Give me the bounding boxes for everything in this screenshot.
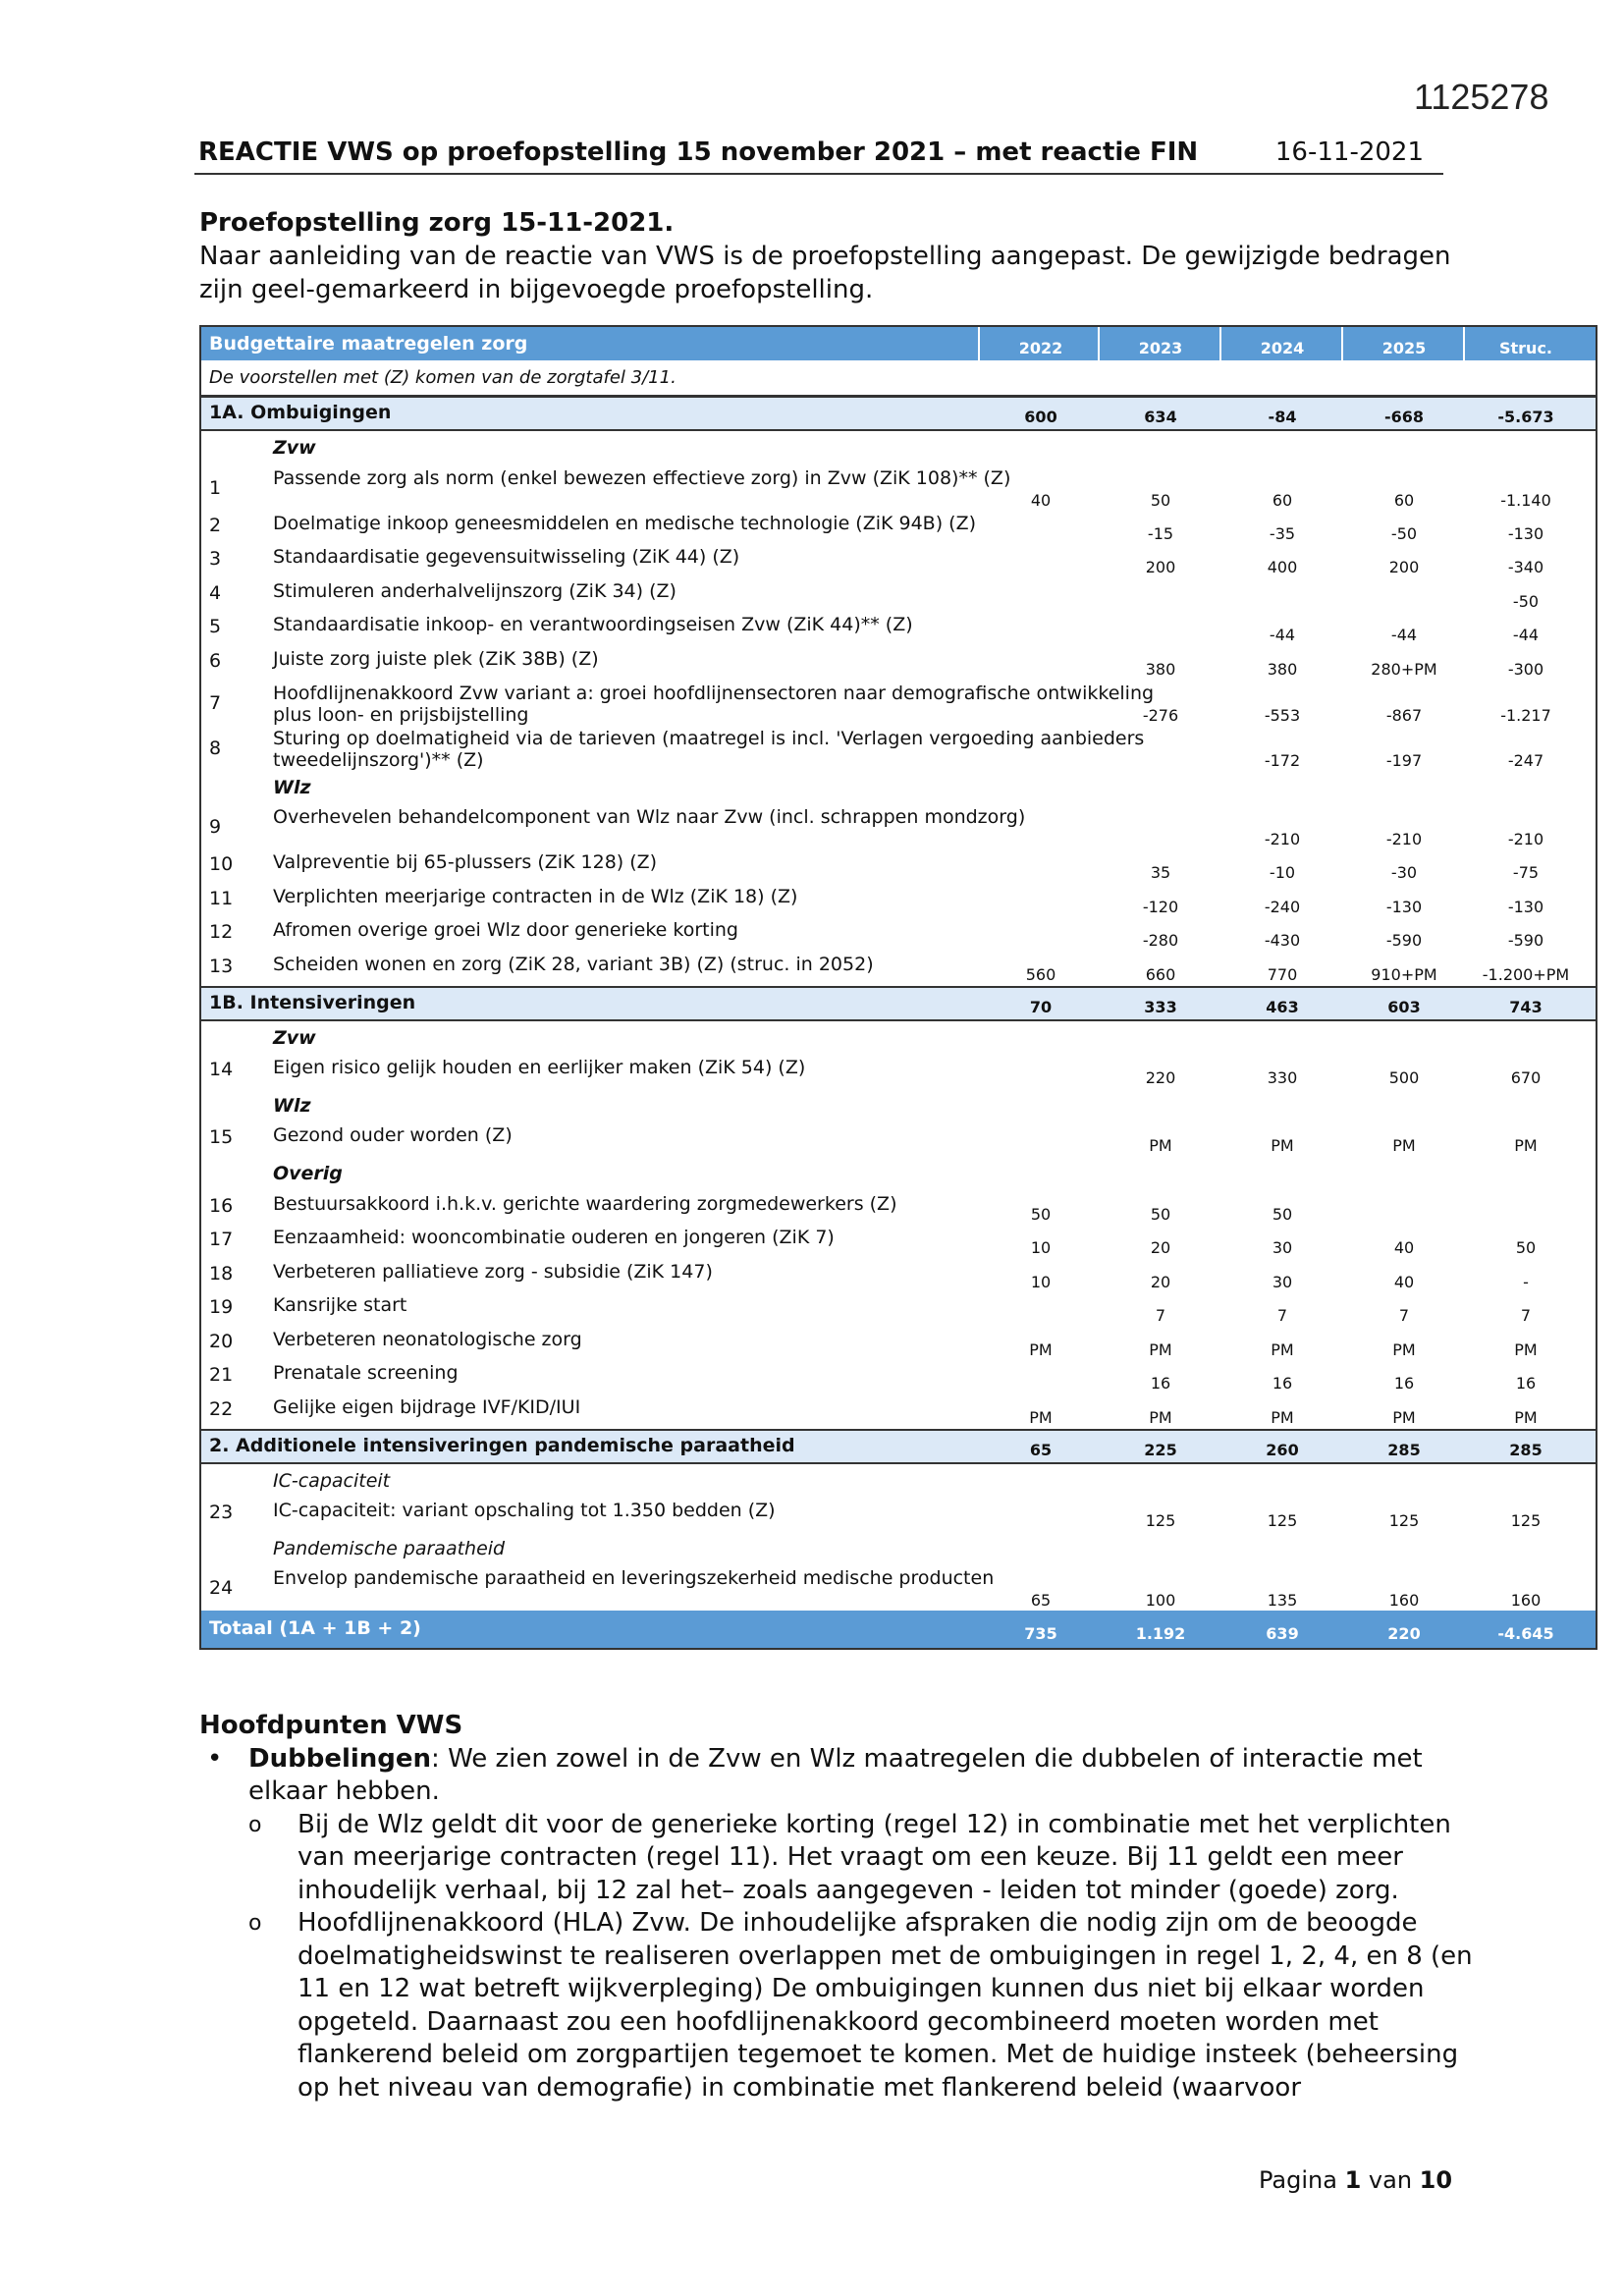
subheading-label: Wlz bbox=[273, 776, 311, 798]
row-2-value-2: -15 bbox=[1147, 523, 1174, 543]
row-3-value-3: 400 bbox=[1267, 558, 1298, 577]
table-row bbox=[201, 511, 1596, 545]
document-id: 1125278 bbox=[1414, 77, 1549, 117]
row-17-value-1: 10 bbox=[1030, 1238, 1052, 1258]
subheading-row bbox=[201, 1021, 1596, 1056]
budget-table bbox=[199, 325, 1597, 1650]
row-17-value-5: 50 bbox=[1515, 1238, 1537, 1258]
section-total-value-5: 743 bbox=[1509, 997, 1543, 1016]
row-1-value-2: 50 bbox=[1150, 490, 1171, 510]
row-16-value-1: 50 bbox=[1030, 1204, 1052, 1224]
row-number: 7 bbox=[209, 691, 222, 714]
row-14-value-4: 500 bbox=[1388, 1068, 1420, 1088]
row-number: 10 bbox=[209, 853, 234, 876]
row-13-value-4: 910+PM bbox=[1371, 964, 1437, 984]
row-6-value-5: -300 bbox=[1507, 659, 1544, 679]
year-header-2: 2023 bbox=[1138, 339, 1183, 357]
row-5-value-4: -44 bbox=[1390, 626, 1418, 645]
table-row bbox=[201, 1292, 1596, 1327]
table-row bbox=[201, 849, 1596, 884]
row-label: Standaardisatie inkoop- en verantwoordingseisen Zvw (ZiK 44)** (Z) bbox=[273, 614, 913, 636]
section-total-value-1: 65 bbox=[1029, 1440, 1053, 1459]
row-10-value-3: -10 bbox=[1269, 863, 1296, 883]
row-label: Eenzaamheid: wooncombinatie ouderen en jongeren (ZiK 7) bbox=[273, 1227, 835, 1249]
row-20-value-1: PM bbox=[1029, 1339, 1053, 1359]
intro-text: Naar aanleiding van de reactie van VWS is de proefopstelling aangepast. De gewijzigde bedragen zijn geel-gemarkeerd in bijgevoegde proefopstelling. bbox=[199, 242, 1451, 304]
row-label: Hoofdlijnenakkoord Zvw variant a: groei hoofdlijnensectoren naar demografische ontwikkeling plus loon- en prijsbijstelling bbox=[273, 682, 1155, 726]
row-14-value-3: 330 bbox=[1267, 1068, 1298, 1088]
row-8-value-4: -197 bbox=[1385, 750, 1423, 770]
row-9-value-3: -210 bbox=[1264, 830, 1301, 849]
section-total-value-3: 463 bbox=[1266, 997, 1299, 1016]
row-12-value-4: -590 bbox=[1385, 931, 1423, 951]
row-11-value-3: -240 bbox=[1264, 897, 1301, 916]
column-divider bbox=[1341, 327, 1343, 360]
row-label: Doelmatige inkoop geneesmiddelen en medische technologie (ZiK 94B) (Z) bbox=[273, 512, 977, 534]
row-9-value-5: -210 bbox=[1507, 830, 1544, 849]
section-total-value-4: 285 bbox=[1387, 1440, 1421, 1459]
row-label: Stimuleren anderhalvelijnszorg (ZiK 34) (Z) bbox=[273, 579, 677, 602]
row-17-value-4: 40 bbox=[1393, 1238, 1415, 1258]
row-19-value-3: 7 bbox=[1276, 1306, 1288, 1326]
bullet-text: : We zien zowel in de Zvw en Wlz maatregelen die dubbelen of interactie met elkaar hebben. bbox=[248, 1743, 1423, 1806]
row-18-value-3: 30 bbox=[1272, 1272, 1293, 1291]
row-20-value-2: PM bbox=[1149, 1339, 1172, 1359]
row-16-value-3: 50 bbox=[1272, 1204, 1293, 1224]
row-12-value-3: -430 bbox=[1264, 931, 1301, 951]
row-number: 4 bbox=[209, 581, 222, 604]
row-21-value-2: 16 bbox=[1150, 1374, 1171, 1394]
row-15-value-3: PM bbox=[1271, 1136, 1294, 1156]
row-22-value-2: PM bbox=[1149, 1408, 1172, 1428]
row-2-value-3: -35 bbox=[1269, 523, 1296, 543]
row-label: Bestuursakkoord i.h.k.v. gerichte waardering zorgmedewerkers (Z) bbox=[273, 1192, 897, 1215]
row-label: Juiste zorg juiste plek (ZiK 38B) (Z) bbox=[273, 647, 599, 670]
footer-mid: van bbox=[1368, 2166, 1413, 2194]
section-row bbox=[201, 1429, 1596, 1464]
row-24-value-2: 100 bbox=[1145, 1591, 1176, 1611]
table-row bbox=[201, 544, 1596, 578]
row-16-value-2: 50 bbox=[1150, 1204, 1171, 1224]
total-row bbox=[201, 1611, 1596, 1648]
row-5-value-5: -44 bbox=[1512, 626, 1540, 645]
table-row bbox=[201, 952, 1596, 986]
row-7-value-5: -1.217 bbox=[1500, 705, 1551, 725]
subheading-label: Zvw bbox=[273, 1026, 316, 1049]
intro bbox=[199, 206, 1476, 306]
row-24-value-3: 135 bbox=[1267, 1591, 1298, 1611]
subheading-row bbox=[201, 431, 1596, 465]
row-6-value-3: 380 bbox=[1267, 659, 1298, 679]
section-label: 1B. Intensiveringen bbox=[209, 991, 416, 1013]
column-divider bbox=[1098, 327, 1100, 360]
section-total-value-2: 634 bbox=[1144, 408, 1177, 426]
row-label: Overhevelen behandelcomponent van Wlz naar Zvw (incl. schrappen mondzorg) bbox=[273, 806, 1026, 829]
row-13-value-3: 770 bbox=[1267, 964, 1298, 984]
table-header-row bbox=[201, 327, 1596, 360]
section-label: 1A. Ombuigingen bbox=[209, 402, 392, 423]
row-10-value-2: 35 bbox=[1150, 863, 1171, 883]
row-number: 5 bbox=[209, 616, 222, 638]
row-label: Verbeteren palliatieve zorg - subsidie (ZiK 147) bbox=[273, 1260, 713, 1283]
total-value-2: 1.192 bbox=[1135, 1624, 1186, 1644]
row-label: Afromen overige groei Wlz door generieke korting bbox=[273, 919, 738, 942]
year-header-3: 2024 bbox=[1260, 339, 1305, 357]
row-22-value-5: PM bbox=[1514, 1408, 1538, 1428]
table-row bbox=[201, 1259, 1596, 1293]
row-21-value-4: 16 bbox=[1393, 1374, 1415, 1394]
row-2-value-4: -50 bbox=[1390, 523, 1418, 543]
year-header-4: 2025 bbox=[1381, 339, 1427, 357]
row-23-value-5: 125 bbox=[1510, 1511, 1542, 1531]
row-10-value-4: -30 bbox=[1390, 863, 1418, 883]
row-21-value-3: 16 bbox=[1272, 1374, 1293, 1394]
row-10-value-5: -75 bbox=[1512, 863, 1540, 883]
subheading-row bbox=[201, 1157, 1596, 1191]
row-3-value-5: -340 bbox=[1507, 558, 1544, 577]
total-value-4: 220 bbox=[1387, 1624, 1421, 1644]
row-number: 2 bbox=[209, 514, 222, 536]
row-23-value-3: 125 bbox=[1267, 1511, 1298, 1531]
row-24-value-1: 65 bbox=[1030, 1591, 1052, 1611]
subheading-label: Wlz bbox=[273, 1094, 311, 1117]
row-22-value-3: PM bbox=[1271, 1408, 1294, 1428]
row-12-value-5: -590 bbox=[1507, 931, 1544, 951]
total-value-5: -4.645 bbox=[1497, 1624, 1554, 1644]
row-11-value-5: -130 bbox=[1507, 897, 1544, 916]
row-number: 24 bbox=[209, 1577, 234, 1600]
row-7-value-4: -867 bbox=[1385, 705, 1423, 725]
row-8-value-3: -172 bbox=[1264, 750, 1301, 770]
row-1-value-4: 60 bbox=[1393, 490, 1415, 510]
subheading-row bbox=[201, 1089, 1596, 1123]
row-label: Scheiden wonen en zorg (ZiK 28, variant 3B) (Z) (struc. in 2052) bbox=[273, 953, 874, 975]
row-8-value-5: -247 bbox=[1507, 750, 1544, 770]
row-21-value-5: 16 bbox=[1515, 1374, 1537, 1394]
row-17-value-3: 30 bbox=[1272, 1238, 1293, 1258]
row-13-value-2: 660 bbox=[1145, 964, 1176, 984]
table-row bbox=[201, 1122, 1596, 1157]
table-row bbox=[201, 1191, 1596, 1226]
row-19-value-2: 7 bbox=[1155, 1306, 1166, 1326]
row-13-value-5: -1.200+PM bbox=[1482, 964, 1570, 984]
row-label: Kansrijke start bbox=[273, 1294, 407, 1317]
section-total-value-2: 225 bbox=[1144, 1440, 1177, 1459]
row-number: 22 bbox=[209, 1398, 234, 1421]
row-number: 14 bbox=[209, 1059, 234, 1081]
row-15-value-4: PM bbox=[1392, 1136, 1416, 1156]
column-divider bbox=[1463, 327, 1465, 360]
row-11-value-4: -130 bbox=[1385, 897, 1423, 916]
row-label: Eigen risico gelijk houden en eerlijker maken (ZiK 54) (Z) bbox=[273, 1057, 806, 1079]
row-number: 13 bbox=[209, 955, 234, 977]
table-row bbox=[201, 1498, 1596, 1532]
table-note-row bbox=[201, 360, 1596, 396]
subheading-label: Zvw bbox=[273, 437, 316, 459]
row-18-value-4: 40 bbox=[1393, 1272, 1415, 1291]
row-label: Passende zorg als norm (enkel bewezen effectieve zorg) in Zvw (ZiK 108)** (Z) bbox=[273, 466, 1011, 489]
row-19-value-4: 7 bbox=[1398, 1306, 1410, 1326]
section-total-value-2: 333 bbox=[1144, 997, 1177, 1016]
row-number: 9 bbox=[209, 816, 222, 839]
row-15-value-5: PM bbox=[1514, 1136, 1538, 1156]
column-divider bbox=[1219, 327, 1221, 360]
section-total-value-1: 600 bbox=[1024, 408, 1057, 426]
row-number: 18 bbox=[209, 1262, 234, 1285]
row-number: 6 bbox=[209, 649, 222, 672]
table-row bbox=[201, 1055, 1596, 1089]
row-1-value-3: 60 bbox=[1272, 490, 1293, 510]
row-24-value-5: 160 bbox=[1510, 1591, 1542, 1611]
row-6-value-4: 280+PM bbox=[1371, 659, 1437, 679]
column-divider bbox=[978, 327, 980, 360]
year-header-5: Struc. bbox=[1498, 339, 1552, 357]
footer-page: 1 bbox=[1344, 2166, 1362, 2194]
row-number: 23 bbox=[209, 1502, 234, 1524]
subheading-row bbox=[201, 771, 1596, 805]
section-total-value-3: -84 bbox=[1268, 408, 1297, 426]
table-row bbox=[201, 612, 1596, 646]
intro-heading: Proefopstelling zorg 15-11-2021. bbox=[199, 208, 675, 238]
table-row bbox=[201, 681, 1596, 726]
footer-total: 10 bbox=[1419, 2166, 1453, 2194]
sub-bullet-hla: o Hoofdlijnenakkoord (HLA) Zvw. De inhoudelijke afspraken die nodig zijn om de beoogde doelmatigheidswinst te realiseren overlappen met de ombuigingen in regel 1, 2, 4, en 8 (en 11 en 12 wat betreft wijkverpleging) De ombuigingen kunnen dus niet bij elkaar worden opgeteld. Daarnaast zou een hoofdlijnenakkoord gecombineerd moeten worden met flankerend beleid om zorgpartijen tegemoet te komen. Met de huidige insteek (beheersing op het niveau van demografie) in combinatie met flankerend beleid (waarvoor bbox=[199, 1907, 1476, 2105]
page-footer bbox=[1259, 2166, 1452, 2194]
section-total-value-4: 603 bbox=[1387, 997, 1421, 1016]
row-13-value-1: 560 bbox=[1025, 964, 1056, 984]
table-row bbox=[201, 1394, 1596, 1429]
row-23-value-4: 125 bbox=[1388, 1511, 1420, 1531]
row-18-value-1: 10 bbox=[1030, 1272, 1052, 1291]
row-20-value-3: PM bbox=[1271, 1339, 1294, 1359]
row-number: 8 bbox=[209, 737, 222, 759]
row-14-value-2: 220 bbox=[1145, 1068, 1176, 1088]
row-23-value-2: 125 bbox=[1145, 1511, 1176, 1531]
points-heading: Hoofdpunten VWS bbox=[199, 1711, 463, 1740]
row-label: Valpreventie bij 65-plussers (ZiK 128) (Z) bbox=[273, 851, 658, 874]
row-label: Gelijke eigen bijdrage IVF/KID/IUI bbox=[273, 1396, 581, 1419]
section-label: 2. Additionele intensiveringen pandemische paraatheid bbox=[209, 1434, 795, 1456]
year-header-1: 2022 bbox=[1018, 339, 1063, 357]
row-number: 16 bbox=[209, 1194, 234, 1217]
section-total-value-4: -668 bbox=[1383, 408, 1425, 426]
section-row bbox=[201, 396, 1596, 431]
row-3-value-4: 200 bbox=[1388, 558, 1420, 577]
row-6-value-2: 380 bbox=[1145, 659, 1176, 679]
bullet-bold: Dubbelingen bbox=[248, 1743, 432, 1774]
row-5-value-3: -44 bbox=[1269, 626, 1296, 645]
table-row bbox=[201, 1565, 1596, 1611]
sub-bullet-wlz: o Bij de Wlz geldt dit voor de generieke korting (regel 12) in combinatie met het verplichten van meerjarige contracten (regel 11). Het vraagt om een keuze. Bij 11 geldt een meer inhoudelijk verhaal, bij 12 zal het– zoals aangegeven - leiden tot minder (goede) zorg. bbox=[199, 1809, 1476, 1908]
row-label: Verbeteren neonatologische zorg bbox=[273, 1328, 582, 1350]
row-20-value-4: PM bbox=[1392, 1339, 1416, 1359]
main-points bbox=[199, 1710, 1476, 2105]
total-value-3: 639 bbox=[1266, 1624, 1299, 1644]
row-number: 12 bbox=[209, 921, 234, 944]
subheading-row bbox=[201, 1532, 1596, 1566]
row-14-value-5: 670 bbox=[1510, 1068, 1542, 1088]
table-row bbox=[201, 884, 1596, 918]
table-row bbox=[201, 804, 1596, 849]
row-15-value-2: PM bbox=[1149, 1136, 1172, 1156]
row-24-value-4: 160 bbox=[1388, 1591, 1420, 1611]
table-note: De voorstellen met (Z) komen van de zorgtafel 3/11. bbox=[209, 367, 677, 388]
row-label: Gezond ouder worden (Z) bbox=[273, 1124, 513, 1147]
section-total-value-3: 260 bbox=[1266, 1440, 1299, 1459]
section-total-value-1: 70 bbox=[1029, 997, 1053, 1016]
row-label: Verplichten meerjarige contracten in de Wlz (ZiK 18) (Z) bbox=[273, 885, 798, 907]
total-label: Totaal (1A + 1B + 2) bbox=[209, 1617, 421, 1640]
row-label: Standaardisatie gegevensuitwisseling (ZiK 44) (Z) bbox=[273, 546, 740, 569]
table-row bbox=[201, 1327, 1596, 1361]
row-number: 1 bbox=[209, 476, 222, 499]
row-12-value-2: -280 bbox=[1142, 931, 1179, 951]
row-number: 15 bbox=[209, 1126, 234, 1149]
section-row bbox=[201, 986, 1596, 1021]
table-row bbox=[201, 1225, 1596, 1259]
row-7-value-3: -553 bbox=[1264, 705, 1301, 725]
row-18-value-5: - bbox=[1523, 1272, 1529, 1291]
row-2-value-5: -130 bbox=[1507, 523, 1544, 543]
bullet-doublings bbox=[199, 1743, 1476, 1809]
row-number: 11 bbox=[209, 887, 234, 909]
table-row bbox=[201, 1360, 1596, 1394]
header-title: REACTIE VWS op proefopstelling 15 november 2021 – met reactie FIN bbox=[198, 137, 1199, 167]
row-11-value-2: -120 bbox=[1142, 897, 1179, 916]
row-20-value-5: PM bbox=[1514, 1339, 1538, 1359]
row-9-value-4: -210 bbox=[1385, 830, 1423, 849]
row-3-value-2: 200 bbox=[1145, 558, 1176, 577]
subheading-row bbox=[201, 1464, 1596, 1499]
row-1-value-1: 40 bbox=[1030, 490, 1052, 510]
footer-prefix: Pagina bbox=[1259, 2166, 1337, 2194]
row-18-value-2: 20 bbox=[1150, 1272, 1171, 1291]
header-date: 16-11-2021 bbox=[1274, 137, 1424, 167]
table-row bbox=[201, 726, 1596, 771]
row-22-value-1: PM bbox=[1029, 1408, 1053, 1428]
row-label: Sturing op doelmatigheid via de tarieven (maatregel is incl. 'Verlagen vergoeding aanbieders tweedelijnszorg')** (Z) bbox=[273, 727, 1145, 771]
row-19-value-5: 7 bbox=[1520, 1306, 1532, 1326]
subheading-label: Pandemische paraatheid bbox=[273, 1537, 506, 1559]
table-row bbox=[201, 578, 1596, 613]
row-7-value-2: -276 bbox=[1142, 705, 1179, 725]
row-label: IC-capaciteit: variant opschaling tot 1.350 bedden (Z) bbox=[273, 1500, 776, 1522]
section-total-value-5: 285 bbox=[1509, 1440, 1543, 1459]
row-4-value-5: -50 bbox=[1512, 591, 1540, 611]
row-number: 3 bbox=[209, 548, 222, 571]
row-number: 17 bbox=[209, 1229, 234, 1251]
table-row bbox=[201, 465, 1596, 511]
row-number: 21 bbox=[209, 1364, 234, 1387]
row-number: 20 bbox=[209, 1330, 234, 1352]
subheading-label: IC-capaciteit bbox=[273, 1469, 391, 1492]
row-17-value-2: 20 bbox=[1150, 1238, 1171, 1258]
table-row bbox=[201, 646, 1596, 681]
row-1-value-5: -1.140 bbox=[1500, 490, 1551, 510]
total-value-1: 735 bbox=[1024, 1624, 1057, 1644]
row-label: Prenatale screening bbox=[273, 1362, 459, 1385]
page-header bbox=[194, 137, 1443, 175]
table-title: Budgettaire maatregelen zorg bbox=[209, 333, 528, 355]
subheading-label: Overig bbox=[273, 1162, 343, 1184]
table-row bbox=[201, 917, 1596, 952]
row-22-value-4: PM bbox=[1392, 1408, 1416, 1428]
section-total-value-5: -5.673 bbox=[1497, 408, 1554, 426]
row-number: 19 bbox=[209, 1296, 234, 1319]
row-label: Envelop pandemische paraatheid en leveringszekerheid medische producten bbox=[273, 1567, 995, 1590]
